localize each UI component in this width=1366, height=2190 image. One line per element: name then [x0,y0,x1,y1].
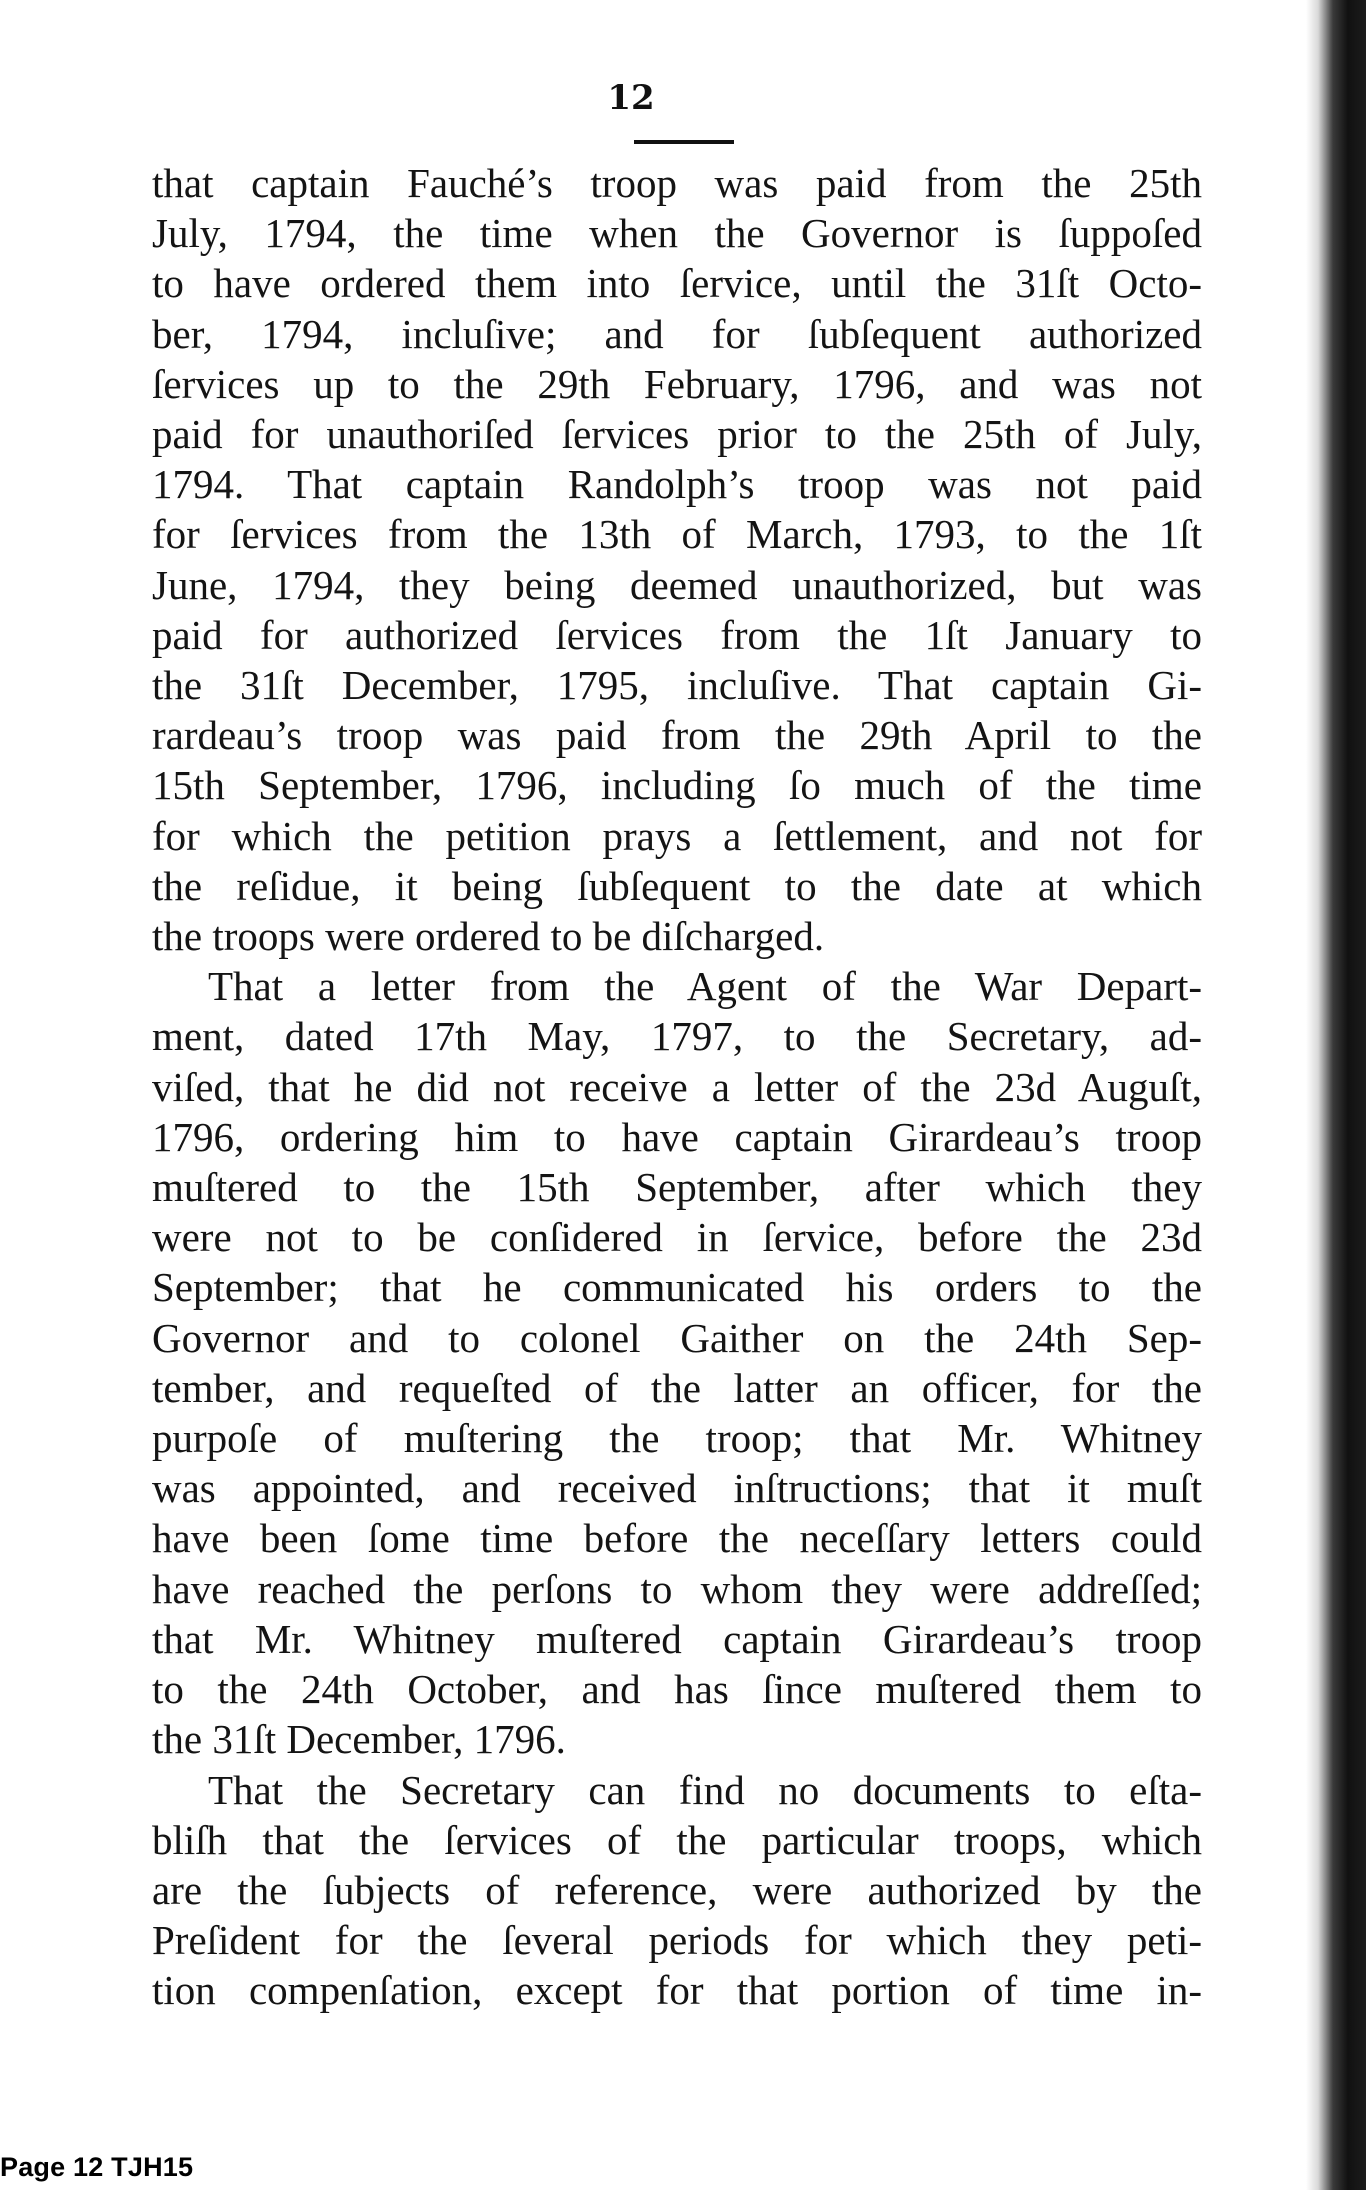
text-line: are the ſubjects of reference, were authorized by the [152,1866,1202,1913]
body-text [152,158,1202,2016]
paragraph-3 [152,1765,1202,2016]
page-footer: Page 12 TJH15 [0,2152,194,2182]
text-line: September; that he communicated his orders to the [152,1264,1202,1311]
text-line: tion compenſation, except for that portion of time in- [152,1967,1202,2014]
page-number: 12 [607,78,655,118]
text-line: viſed, that he did not receive a letter of the 23d Auguſt, [152,1063,1202,1110]
text-line: 15th September, 1796, including ſo much of the time [152,762,1202,809]
text-line: for which the petition prays a ſettlement, and not for [152,812,1202,859]
text-line: muſtered to the 15th September, after which they [152,1164,1202,1211]
text-line: Governor and to colonel Gaither on the 24th Sep- [152,1314,1202,1361]
text-line: have been ſome time before the neceſſary letters could [152,1515,1202,1562]
text-line: ment, dated 17th May, 1797, to the Secretary, ad- [152,1013,1202,1060]
paragraph-2 [152,961,1202,1764]
text-line: paid for unauthoriſed ſervices prior to the 25th of July, [152,411,1202,458]
text-line: July, 1794, the time when the Governor is ſuppoſed [152,210,1202,257]
text-line: ſervices up to the 29th February, 1796, and was not [152,360,1202,407]
text-line: the 31ſt December, 1795, incluſive. That captain Gi- [152,662,1202,709]
paragraph-1 [152,158,1202,961]
text-line: Preſident for the ſeveral periods for which they peti- [152,1917,1202,1964]
text-line: ber, 1794, incluſive; and for ſubſequent authorized [152,310,1202,357]
text-line: have reached the perſons to whom they were addreſſed; [152,1565,1202,1612]
text-line: the reſidue, it being ſubſequent to the date at which [152,862,1202,909]
text-line: that Mr. Whitney muſtered captain Girardeau’s troop [152,1615,1202,1662]
text-line: 1796, ordering him to have captain Girardeau’s troop [152,1113,1202,1160]
text-line: That the Secretary can find no documents to eſta- [208,1766,1202,1813]
text-line: purpoſe of muſtering the troop; that Mr. Whitney [152,1415,1202,1462]
text-line: to have ordered them into ſervice, until the 31ſt Octo- [152,260,1202,307]
text-line: the 31ſt December, 1796. [152,1716,566,1763]
header-rule [634,140,734,144]
text-line: tember, and requeſted of the latter an officer, for the [152,1364,1202,1411]
text-line: for ſervices from the 13th of March, 1793, to the 1ſt [152,511,1202,558]
text-line: were not to be conſidered in ſervice, before the 23d [152,1214,1202,1261]
text-line: That a letter from the Agent of the War Depart- [208,963,1202,1010]
text-line: the troops were ordered to be diſcharged. [152,913,825,960]
text-line: was appointed, and received inſtructions; that it muſt [152,1465,1202,1512]
text-line: June, 1794, they being deemed unauthorized, but was [152,561,1202,608]
text-line: rardeau’s troop was paid from the 29th April to the [152,712,1202,759]
text-line: 1794. That captain Randolph’s troop was not paid [152,461,1202,508]
scanned-page-edge [1306,0,1366,2190]
text-line: that captain Fauché’s troop was paid from the 25th [152,160,1202,206]
text-line: paid for authorized ſervices from the 1ſt January to [152,611,1202,658]
text-line: to the 24th October, and has ſince muſtered them to [152,1666,1202,1713]
text-line: bliſh that the ſervices of the particular troops, which [152,1816,1202,1863]
